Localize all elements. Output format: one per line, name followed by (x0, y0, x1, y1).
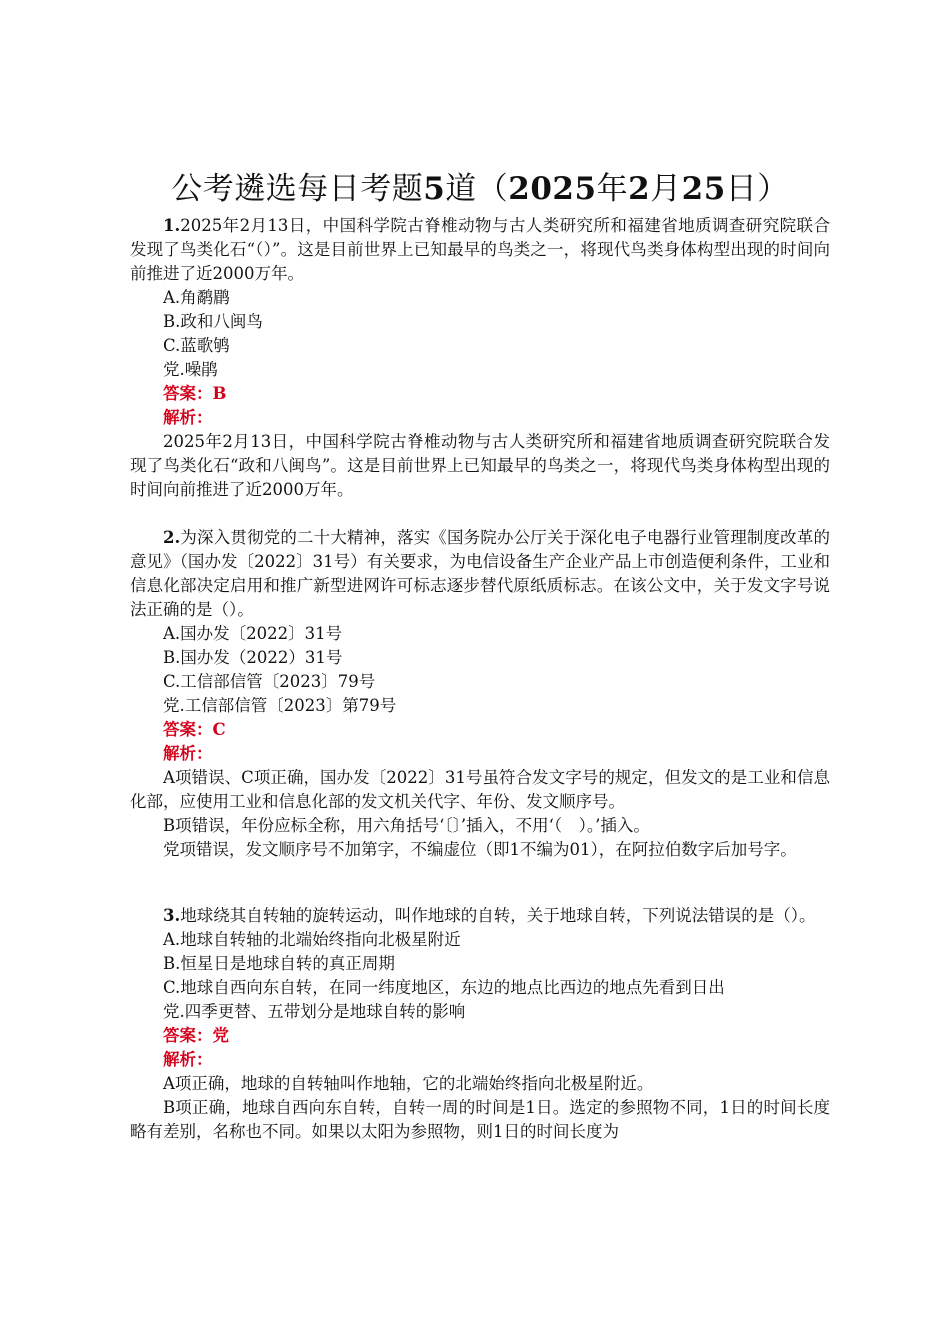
title-day: 25 (681, 171, 726, 207)
title-mid: 道（ (445, 171, 509, 207)
question-1-option-c: C.蓝歌鸲 (163, 336, 230, 355)
question-number: 3. (163, 906, 181, 925)
question-2-option-c: C.工信部信管〔2023〕79号 (163, 672, 376, 691)
question-2-analysis-2: B项错误，年份应标全称，用六角括号‘〔〕’插入，不用‘（ ）。’插入。 (163, 816, 650, 835)
question-2-option-b: B.国办发（2022）31号 (163, 648, 343, 667)
question-3-stem (130, 904, 830, 928)
title-end: 日） (725, 171, 789, 207)
question-3-option-b: B.恒星日是地球自转的真正周期 (163, 954, 395, 973)
question-number: 2. (163, 528, 181, 547)
question-2-option-d: 党.工信部信管〔2023〕第79号 (163, 696, 397, 715)
title-year-char: 年 (596, 171, 629, 207)
page-title (90, 168, 870, 210)
question-2-answer: 答案：C (163, 720, 226, 739)
question-text: 地球绕其自转轴的旋转运动，叫作地球的自转，关于地球自转，下列说法错误的是（）。 (180, 906, 816, 925)
title-prefix: 公考遴选每日考题 (171, 171, 424, 207)
title-month-char: 月 (650, 171, 682, 207)
question-1-option-b: B.政和八闽鸟 (163, 312, 263, 331)
question-3-option-d: 党.四季更替、五带划分是地球自转的影响 (163, 1002, 466, 1021)
title-year: 2025 (508, 171, 597, 207)
question-text: 为深入贯彻党的二十大精神，落实《国务院办公厅关于深化电子电器行业管理制度改革的意见》（国办发〔2022〕31号）有关要求，为电信设备生产企业产品上市创造便利条件，工业和信息化部决定启用和推广新型进网许可标志逐步替代原纸质标志。在该公文中，关于发文字号说法正确的是（）。 (130, 528, 830, 619)
question-2-analysis-label: 解析： (163, 744, 213, 763)
question-3-answer: 答案：党 (163, 1026, 229, 1045)
spacer (130, 502, 830, 526)
question-1-answer: 答案：B (163, 384, 227, 403)
question-3-analysis-label: 解析： (163, 1050, 213, 1069)
question-2-stem (130, 526, 830, 622)
spacer (130, 862, 830, 904)
question-text: 2025年2月13日，中国科学院古脊椎动物与古人类研究所和福建省地质调查研究院联合发现了鸟类化石“（）”。这是目前世界上已知最早的鸟类之一，将现代鸟类身体构型出现的时间向前推进了近2000万年。 (130, 216, 830, 283)
question-3-analysis-2: B项正确，地球自西向东自转，自转一周的时间是1日。选定的参照物不同，1日的时间长度略有差别，名称也不同。如果以太阳为参照物，则1日的时间长度为 (130, 1098, 830, 1141)
question-1-analysis-label: 解析： (163, 408, 213, 427)
question-3-option-a: A.地球自转轴的北端始终指向北极星附近 (163, 930, 461, 949)
title-month: 2 (628, 171, 651, 207)
title-count: 5 (423, 171, 446, 207)
question-2-option-a: A.国办发〔2022〕31号 (163, 624, 343, 643)
question-1-option-a: A.角鹬鹛 (163, 288, 230, 307)
question-2-analysis-1: A项错误、C项正确，国办发〔2022〕31号虽符合发文字号的规定，但发文的是工业和信息化部，应使用工业和信息化部的发文机关代字、年份、发文顺序号。 (130, 768, 830, 811)
question-1-option-d: 党.噪鹃 (163, 360, 218, 379)
question-3-analysis-1: A项正确，地球的自转轴叫作地轴，它的北端始终指向北极星附近。 (163, 1074, 654, 1093)
question-1-stem (130, 214, 830, 286)
question-2-analysis-3: 党项错误，发文顺序号不加第字，不编虚位（即1不编为01），在阿拉伯数字后加号字。 (163, 840, 797, 859)
document-page (130, 168, 830, 1144)
question-1-analysis: 2025年2月13日，中国科学院古脊椎动物与古人类研究所和福建省地质调查研究院联合发现了鸟类化石“政和八闽鸟”。这是目前世界上已知最早的鸟类之一，将现代鸟类身体构型出现的时间向前推进了近2000万年。 (130, 432, 830, 499)
question-number: 1. (163, 216, 181, 235)
question-3-option-c: C.地球自西向东自转，在同一纬度地区，东边的地点比西边的地点先看到日出 (163, 978, 725, 997)
